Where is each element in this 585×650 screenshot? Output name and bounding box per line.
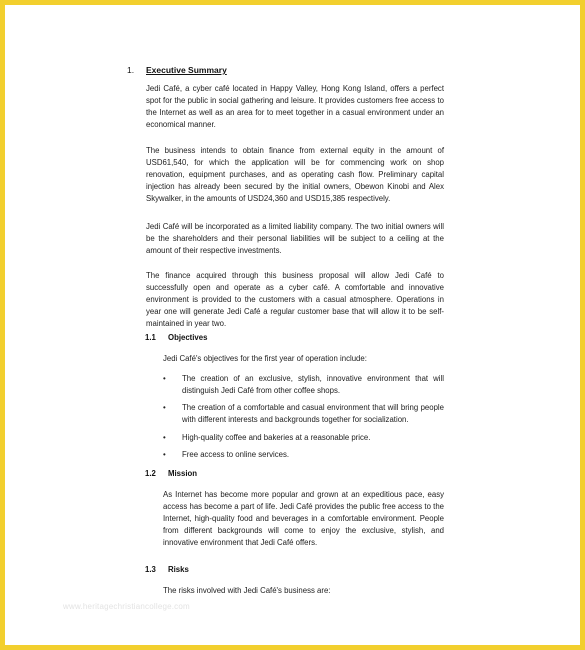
bullet-icon: • <box>163 374 166 383</box>
subsection-title-objectives: Objectives <box>168 333 208 342</box>
section-title: Executive Summary <box>146 65 227 75</box>
paragraph-intro: Jedi Café, a cyber café located in Happy Valley, Hong Kong Island, offers a perfect spot for the public in social gathering and leisure. It provides customers free access to the Internet as well as an area for to meet together in a casual environment under an economical manner. <box>146 84 444 129</box>
paragraph-proposal: The finance acquired through this business proposal will allow Jedi Café to successfully open and operate as a cyber café. A comfortable and innovative environment is provided to the customers with a casual atmosphere. Operations in year one will generate Jedi Café a regular customer base that will allow it to be self-maintained in year two. <box>146 271 444 328</box>
objectives-intro: Jedi Café's objectives for the first year of operation include: <box>163 354 367 363</box>
subsection-title-mission: Mission <box>168 469 198 478</box>
objective-item: The creation of an exclusive, stylish, innovative environment that will distinguish Jedi Café from other coffee shops. <box>182 374 444 395</box>
paragraph-company: Jedi Café will be incorporated as a limited liability company. The two initial owners will be the shareholders and their personal liabilities will be subject to a ceiling at the amount of their respective investments. <box>146 222 444 255</box>
subsection-number: 1.1 <box>145 333 156 342</box>
bullet-icon: • <box>163 433 166 442</box>
objective-item: The creation of a comfortable and casual environment that will bring people with different interests and backgrounds together for socialization. <box>182 403 444 424</box>
objective-item: Free access to online services. <box>182 450 290 459</box>
mission-text: As Internet has become more popular and grown at an expeditious pace, easy access has become a part of life. Jedi Café provides the public free access to the Internet, high-quality food and beverages in a comfortable environment. People from different backgrounds will come to enjoy the exclusive, stylish, and innovative environment that Jedi Café offers. <box>163 490 444 547</box>
section-number: 1. <box>127 65 135 75</box>
risks-intro: The risks involved with Jedi Café's business are: <box>163 586 331 595</box>
bullet-icon: • <box>163 403 166 412</box>
bullet-icon: • <box>163 450 166 459</box>
subsection-title-risks: Risks <box>168 565 189 574</box>
objective-item: High-quality coffee and bakeries at a reasonable price. <box>182 433 371 442</box>
subsection-number: 1.2 <box>145 469 156 478</box>
paragraph-finance: The business intends to obtain finance from external equity in the amount of USD61,540, for which the application will be for commencing work on shop renovation, equipment purchases, and as operating cash flow. Preliminary capital injection has already been secured by the initial owners, Obewon Kinobi and Alex Skywalker, in the amounts of USD24,360 and USD15,385 respectively. <box>146 146 444 203</box>
watermark: www.heritagechristiancollege.com <box>63 602 190 611</box>
document-page <box>5 5 580 645</box>
subsection-number: 1.3 <box>145 565 156 574</box>
